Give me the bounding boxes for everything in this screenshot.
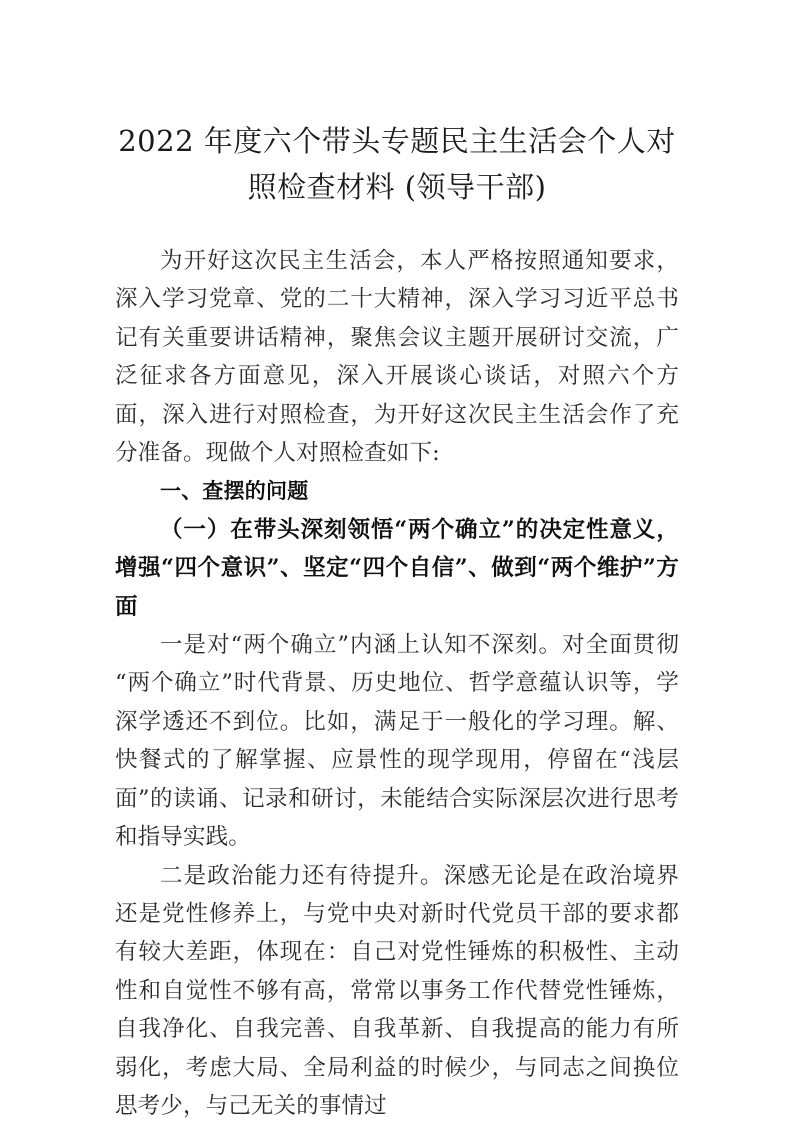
page-title	[115, 0, 679, 210]
point-two-paragraph: 二是政治能力还有待提升。深感无论是在政治境界还是党性修养上，与党中央对新时代党员干部的要求都有较大差距，体现在：自己对党性锤炼的积极性、主动性和自觉性不够有高，常常以事务工作代替党性锤炼，自我净化、自我完善、自我革新、自我提高的能力有所弱化，考虑大局、全局利益的时候少，与同志之间换位思考少，与己无关的事情过	[115, 862, 679, 1119]
point-one-paragraph: 一是对“两个确立”内涵上认知不深刻。对全面贯彻“两个确立”时代背景、历史地位、哲学意蕴认识等，学深学透还不到位。比如，满足于一般化的学习理。解、快餐式的了解掌握、应景性的现学现用，停留在“浅层面”的读诵、记录和研讨，未能结合实际深层次进行思考和指导实践。	[115, 632, 679, 851]
document-content	[115, 0, 679, 1122]
intro-paragraph: 为开好这次民主生活会，本人严格按照通知要求，深入学习党章、党的二十大精神，深入学习习近平总书记有关重要讲话精神，聚焦会议主题开展研讨交流，广泛征求各方面意见，深入开展谈心谈话，对照六个方面，深入进行对照检查，为开好这次民主生活会作了充分准备。现做个人对照检查如下:	[115, 248, 679, 467]
subsection-heading-one: （一）在带头深刻领悟“两个确立”的决定性意义，增强“四个意识”、坚定“四个自信”、做到“两个维护”方面	[115, 516, 679, 620]
section-heading-one: 一、查摆的问题	[160, 479, 309, 504]
page-title-line-1: 2022 年度六个带头专题民主生活会个人对	[118, 124, 676, 158]
page-title-line-2: 照检查材料 (领导干部)	[247, 170, 547, 204]
